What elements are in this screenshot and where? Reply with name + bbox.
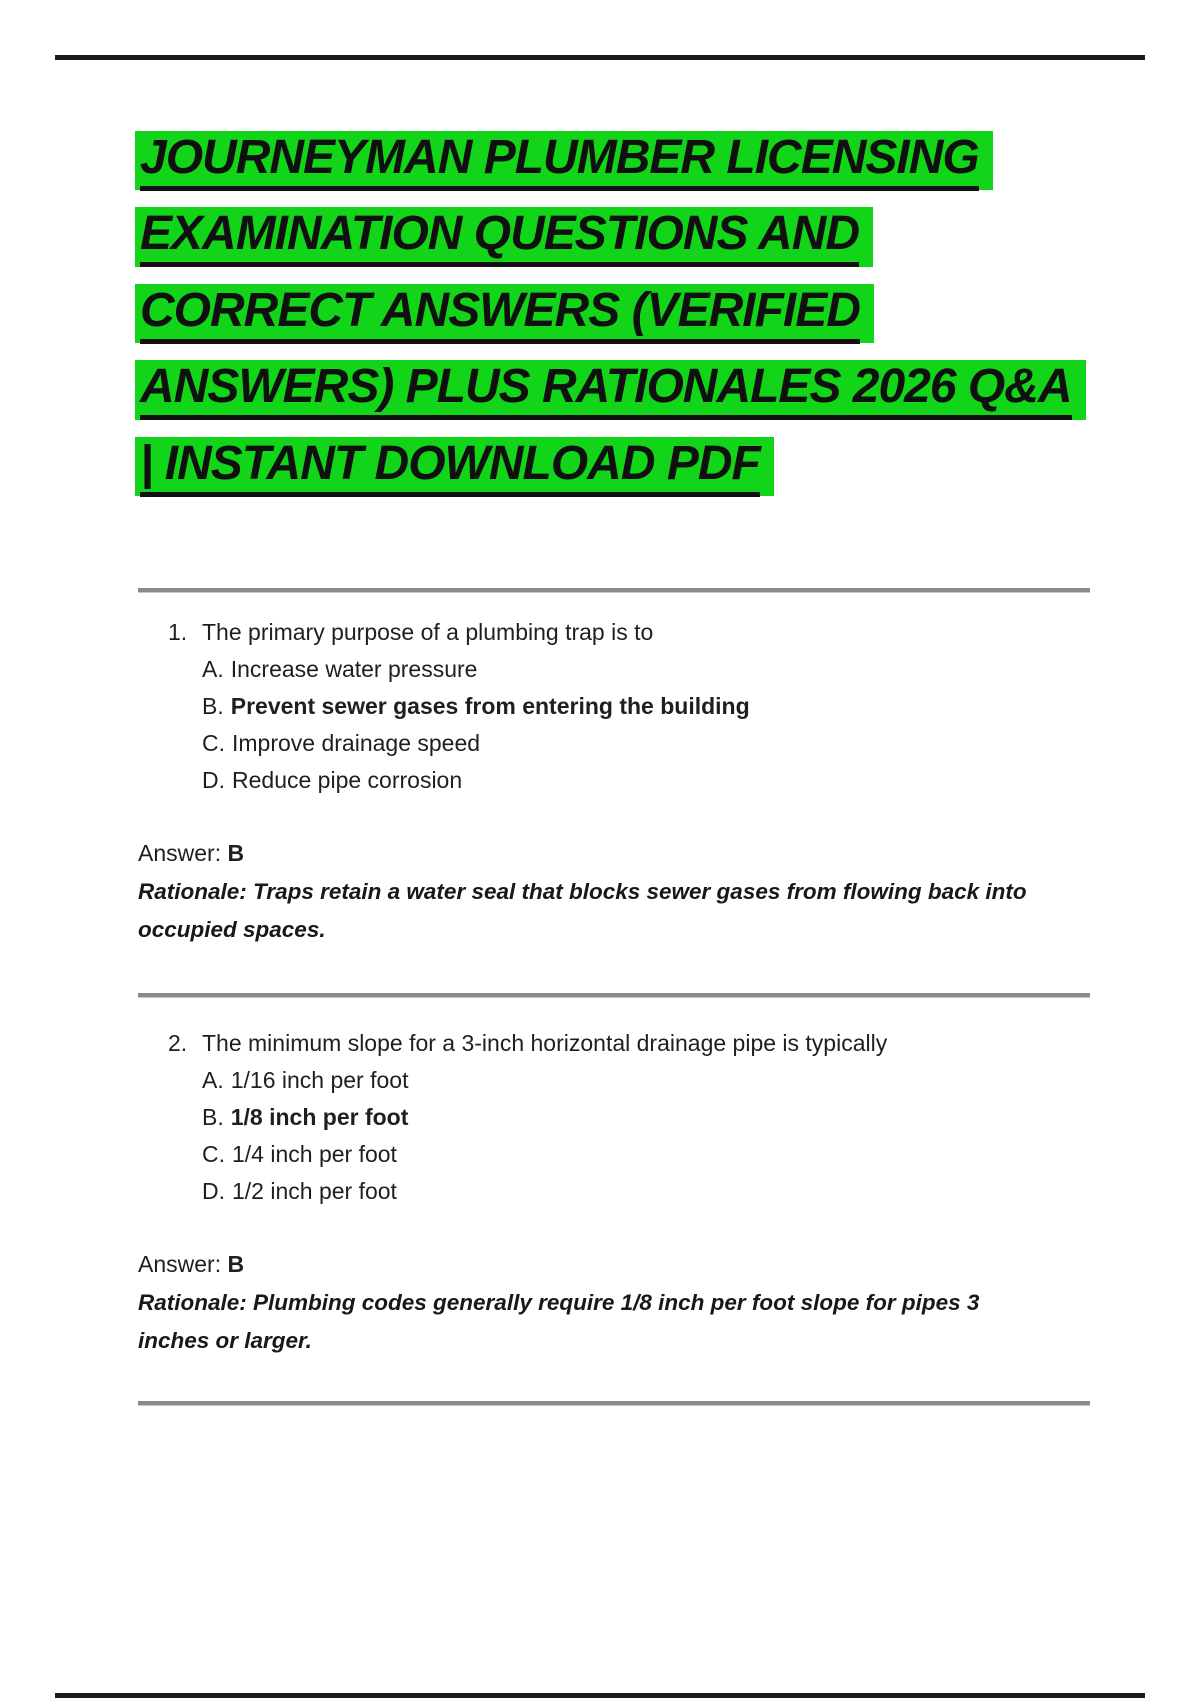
question-stem: The minimum slope for a 3-inch horizontal drainage pipe is typically	[202, 1030, 888, 1056]
option-text: Improve drainage speed	[232, 730, 481, 756]
option-text-correct: Prevent sewer gases from entering the building	[230, 693, 750, 719]
option-text: 1/4 inch per foot	[232, 1141, 397, 1167]
option-row-a	[202, 1062, 1200, 1099]
question-block-2	[0, 1025, 1200, 1360]
section-divider	[138, 588, 1090, 593]
answer-label: Answer:	[138, 840, 222, 866]
question-stem-row	[168, 1025, 1200, 1062]
rationale-text: Rationale: Plumbing codes generally require 1/8 inch per foot slope for pipes 3 inches or larger.	[138, 1290, 980, 1353]
option-letter: A.	[202, 1067, 224, 1093]
option-row-d	[202, 1173, 1200, 1210]
option-text: Increase water pressure	[230, 656, 478, 682]
option-letter: B.	[202, 1104, 224, 1130]
title-highlight	[135, 360, 1086, 419]
option-letter: D.	[202, 1178, 225, 1204]
option-letter: C.	[202, 1141, 225, 1167]
title-highlight	[135, 131, 993, 190]
option-text: 1/16 inch per foot	[230, 1067, 409, 1093]
option-letter: A.	[202, 656, 224, 682]
question-stem-row	[168, 614, 1200, 651]
section-divider	[138, 993, 1090, 998]
option-text: 1/2 inch per foot	[232, 1178, 397, 1204]
option-row-c	[202, 1136, 1200, 1173]
title-text: CORRECT ANSWERS (VERIFIED	[140, 284, 860, 344]
title-highlight	[135, 284, 874, 343]
title-line-2	[135, 207, 1086, 266]
options-list	[202, 651, 1200, 799]
answer-line	[138, 835, 1200, 872]
document-title	[135, 131, 1086, 513]
title-highlight	[135, 207, 873, 266]
title-line-1	[135, 131, 1086, 190]
answer-value: B	[227, 1251, 245, 1277]
title-line-4	[135, 360, 1086, 419]
options-list	[202, 1062, 1200, 1210]
title-line-5	[135, 437, 1086, 496]
option-text: Reduce pipe corrosion	[232, 767, 463, 793]
answer-line	[138, 1246, 1200, 1283]
option-row-b	[202, 1099, 1200, 1136]
bottom-border-rule	[55, 1693, 1145, 1698]
rationale-text: Rationale: Traps retain a water seal that blocks sewer gases from flowing back into occupied spaces.	[138, 879, 1027, 942]
option-letter: B.	[202, 693, 224, 719]
option-row-a	[202, 651, 1200, 688]
question-number: 2.	[168, 1030, 188, 1056]
title-text: EXAMINATION QUESTIONS AND	[140, 207, 859, 267]
title-highlight	[135, 437, 774, 496]
section-divider	[138, 1401, 1090, 1406]
title-text: ANSWERS) PLUS RATIONALES 2026 Q&A	[140, 360, 1072, 420]
option-row-c	[202, 725, 1200, 762]
title-text: | INSTANT DOWNLOAD PDF	[140, 437, 760, 497]
option-letter: C.	[202, 730, 225, 756]
title-text: JOURNEYMAN PLUMBER LICENSING	[140, 131, 979, 191]
question-number: 1.	[168, 619, 188, 645]
answer-label: Answer:	[138, 1251, 222, 1277]
title-line-3	[135, 284, 1086, 343]
option-letter: D.	[202, 767, 225, 793]
question-block-1	[0, 614, 1200, 949]
question-stem: The primary purpose of a plumbing trap is to	[202, 619, 654, 645]
option-row-d	[202, 762, 1200, 799]
top-border-rule	[55, 55, 1145, 60]
answer-value: B	[227, 840, 245, 866]
option-row-b	[202, 688, 1200, 725]
option-text-correct: 1/8 inch per foot	[230, 1104, 409, 1130]
